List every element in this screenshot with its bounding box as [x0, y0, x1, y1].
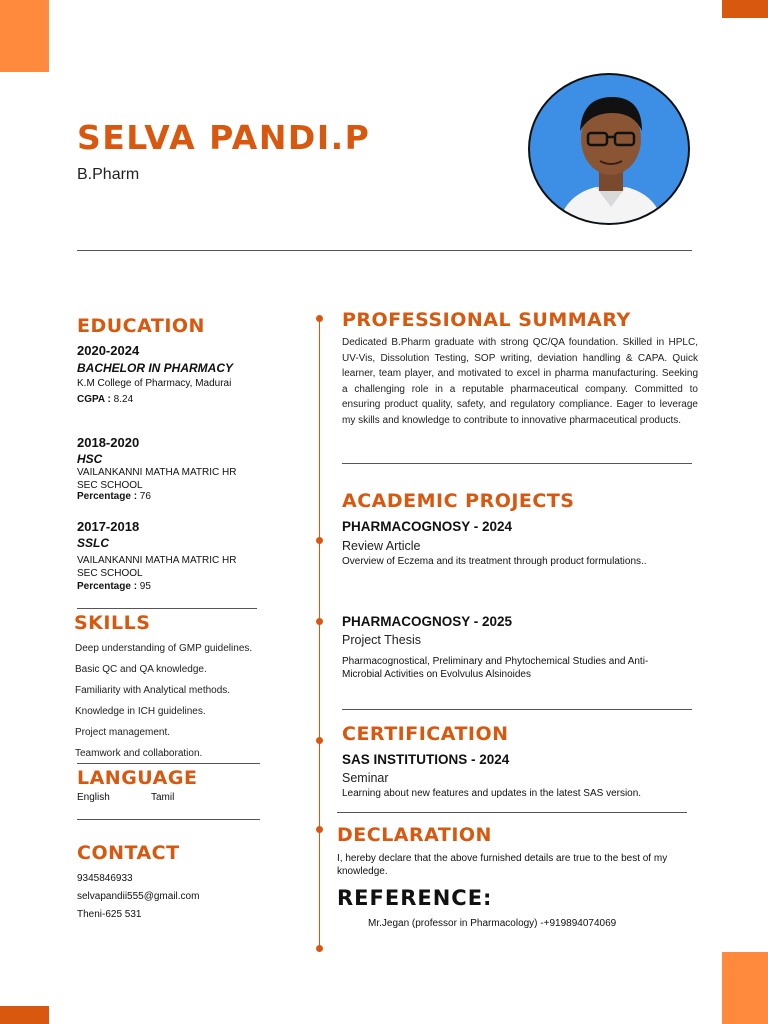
education-years: 2017-2018	[77, 519, 140, 534]
timeline-line	[319, 318, 320, 952]
education-heading: EDUCATION	[77, 315, 205, 337]
contact-address: Theni-625 531	[77, 909, 142, 920]
skill-item: Knowledge in ICH guidelines.	[75, 706, 206, 717]
project-type: Project Thesis	[342, 633, 421, 647]
education-school: VAILANKANNI MATHA MATRIC HR SEC SCHOOL	[77, 555, 237, 579]
skills-heading: SKILLS	[74, 612, 151, 634]
skill-item: Deep understanding of GMP guidelines.	[75, 643, 253, 654]
timeline-dot	[316, 618, 323, 625]
summary-divider	[342, 463, 692, 464]
timeline-dot	[316, 737, 323, 744]
language-heading: LANGUAGE	[77, 767, 198, 789]
project-type: Review Article	[342, 539, 421, 553]
education-degree: HSC	[77, 452, 103, 466]
education-school: VAILANKANNI MATHA MATRIC HR SEC SCHOOL	[77, 467, 237, 491]
score-label: CGPA :	[77, 394, 111, 405]
skills-divider	[77, 763, 260, 764]
timeline-dot	[316, 826, 323, 833]
project-title: PHARMACOGNOSY - 2024	[342, 519, 513, 534]
project-title: PHARMACOGNOSY - 2025	[342, 614, 513, 629]
certification-divider	[337, 812, 687, 813]
declaration-heading: DECLARATION	[337, 824, 492, 846]
project-description: Overview of Eczema and its treatment through product formulations..	[342, 556, 647, 567]
certification-type: Seminar	[342, 771, 389, 785]
education-years: 2018-2020	[77, 435, 140, 450]
certification-title: SAS INSTITUTIONS - 2024	[342, 752, 510, 767]
candidate-qualification: B.Pharm	[77, 166, 140, 183]
project-description: Pharmacognostical, Preliminary and Phytochemical Studies and Anti-Microbial Activities on Evolvulus Alsinoides	[342, 656, 649, 680]
timeline-dot	[316, 537, 323, 544]
education-score	[77, 490, 151, 503]
language-item: English	[77, 792, 110, 803]
education-score	[77, 393, 133, 406]
summary-text: Dedicated B.Pharm graduate with strong QC/QA foundation. Skilled in HPLC, UV-Vis, Dissolution Testing, SOP writing, deviation handling & CAPA. Quick learner, team player, and motivated to excel in pharma manufacturing. Seeking a challenging role in a reputable pharmaceutical company. Committed to ensuring product quality, safety, and regulatory compliance. Eager to leverage my skills and knowledge to contribute to innovative pharmaceutical products.	[342, 337, 698, 426]
language-item: Tamil	[151, 792, 175, 803]
skill-item: Teamwork and collaboration.	[75, 748, 203, 759]
language-divider	[77, 819, 260, 820]
header-divider	[77, 250, 692, 251]
skill-item: Familiarity with Analytical methods.	[75, 685, 231, 696]
certification-heading: CERTIFICATION	[342, 723, 509, 745]
skill-item: Project management.	[75, 727, 171, 738]
contact-heading: CONTACT	[77, 842, 180, 864]
education-divider	[77, 608, 257, 609]
contact-phone: 9345846933	[77, 873, 133, 884]
corner-block-top-right	[722, 0, 768, 18]
projects-divider	[342, 709, 692, 710]
corner-block-top-left	[0, 0, 49, 72]
timeline-dot	[316, 315, 323, 322]
reference-heading: REFERENCE:	[337, 886, 493, 910]
reference-text: Mr.Jegan (professor in Pharmacology) -+919894074069	[368, 918, 617, 929]
score-value: 95	[137, 581, 151, 592]
education-degree: BACHELOR IN PHARMACY	[77, 361, 233, 375]
corner-block-bottom-left	[0, 1006, 49, 1024]
person-portrait-icon	[530, 75, 690, 225]
education-degree: SSLC	[77, 536, 110, 550]
contact-email: selvapandii555@gmail.com	[77, 891, 200, 902]
score-value: 8.24	[110, 394, 134, 405]
declaration-text: I, hereby declare that the above furnished details are true to the best of my knowledge.	[337, 853, 668, 877]
projects-heading: ACADEMIC PROJECTS	[342, 490, 575, 512]
score-value: 76	[137, 491, 151, 502]
candidate-name: SELVA PANDI.P	[77, 118, 371, 157]
education-score	[77, 580, 151, 593]
corner-block-bottom-right	[722, 952, 768, 1024]
education-school: K.M College of Pharmacy, Madurai	[77, 378, 232, 389]
score-label: Percentage :	[77, 491, 138, 502]
skill-item: Basic QC and QA knowledge.	[75, 664, 207, 675]
score-label: Percentage :	[77, 581, 138, 592]
summary-heading: PROFESSIONAL SUMMARY	[342, 309, 631, 331]
profile-photo	[528, 73, 690, 225]
certification-description: Learning about new features and updates in the latest SAS version.	[342, 788, 642, 799]
education-years: 2020-2024	[77, 343, 140, 358]
timeline-dot	[316, 945, 323, 952]
